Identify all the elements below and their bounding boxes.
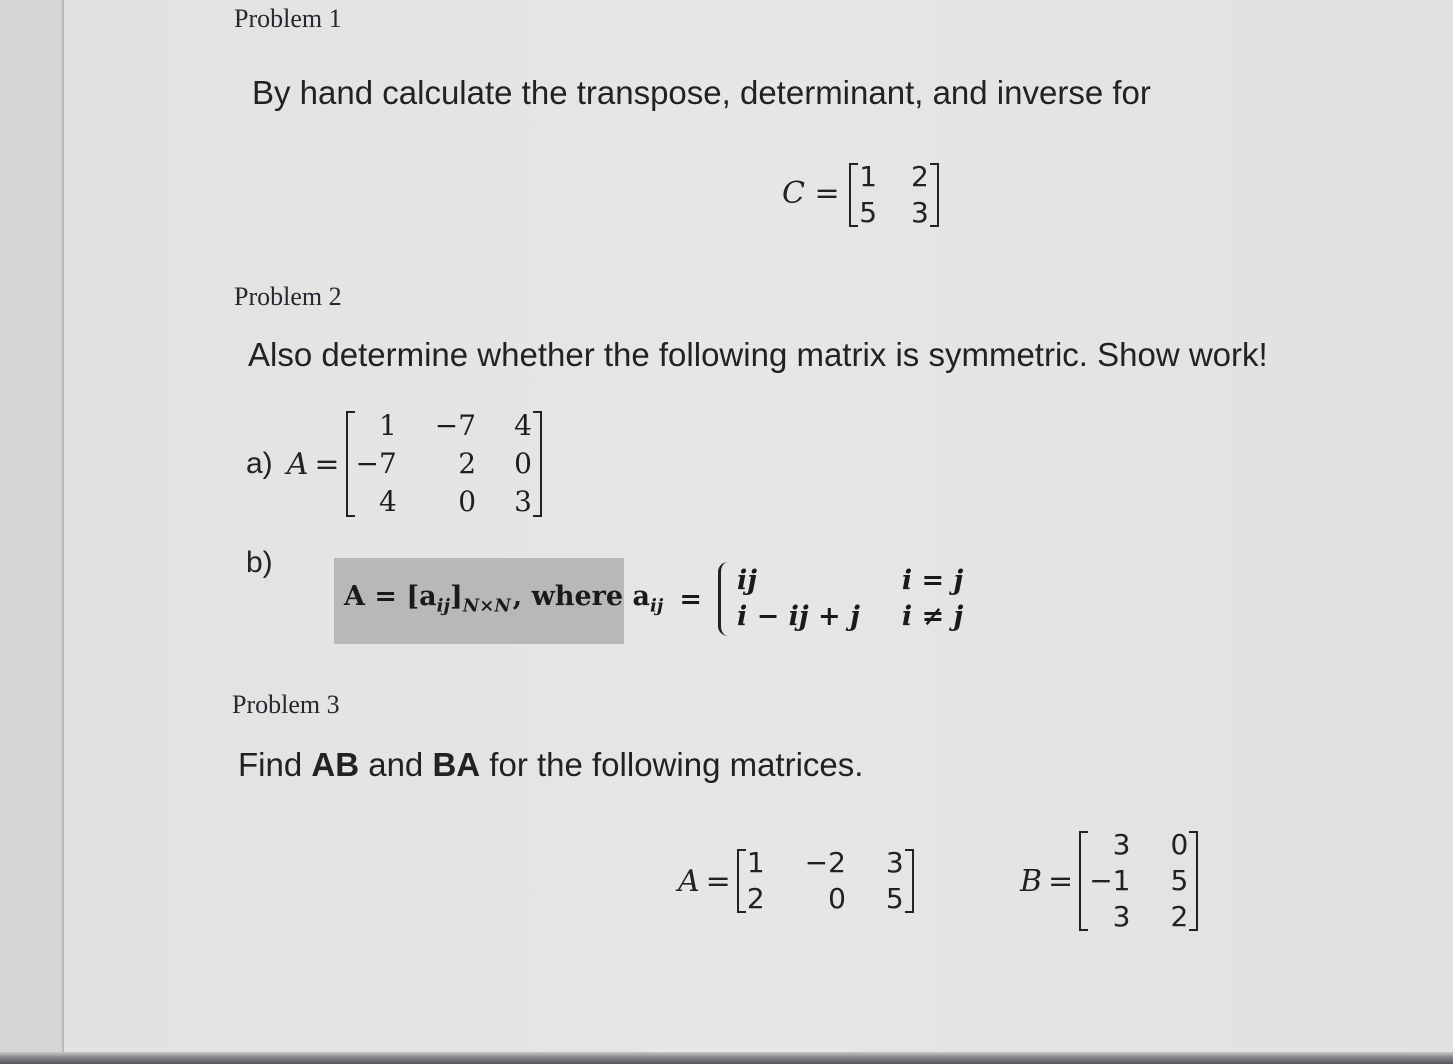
product-ab: AB [311, 746, 360, 783]
case-condition: i = j [901, 565, 964, 596]
left-margin-strip [0, 0, 64, 1052]
matrix-cell: 3 [1112, 828, 1131, 861]
matrix-cell: −7 [434, 409, 477, 442]
left-brace-icon [718, 562, 731, 636]
matrix-b-label: B [1020, 863, 1043, 899]
matrix-c-equation [782, 160, 939, 230]
definition-lhs: $A = [a_{ij}]_{N\times N}$ [344, 581, 511, 617]
case-expr: ij [736, 565, 757, 596]
matrix-cell: 2 [911, 160, 929, 193]
case-expr: i − ij + j [736, 601, 860, 632]
matrix-cell: 0 [828, 882, 846, 915]
matrix-cell: 1 [746, 846, 765, 879]
problem-2-heading: Problem 2 [234, 282, 342, 311]
piecewise-definition [344, 562, 963, 636]
matrix-cell: 2 [458, 447, 477, 480]
problem-1-heading: Problem 1 [234, 4, 342, 33]
matrix-a-equation [678, 846, 914, 916]
matrix-cell: 5 [1170, 864, 1189, 897]
equals-sign: = [314, 446, 340, 482]
matrix-cell: 1 [378, 409, 397, 442]
matrix-cell: 3 [885, 846, 904, 879]
matrix-cell: 0 [1170, 828, 1189, 861]
part-a-label: a) [246, 447, 273, 480]
matrix-cell: 3 [1112, 900, 1131, 933]
matrix-cell: 4 [514, 409, 532, 442]
matrix-a-label: A [678, 863, 700, 899]
matrix-cell: 5 [885, 882, 904, 915]
part-b-label: b) [246, 546, 273, 579]
matrix-cell: 4 [378, 485, 397, 518]
problem-2-instruction: Also determine whether the following matrix is symmetric. Show work! [248, 336, 1268, 373]
equals-sign: = [814, 176, 840, 211]
matrix-cell: 0 [458, 485, 477, 518]
matrix-b-3x2 [1079, 828, 1198, 934]
matrix-cell: 5 [859, 196, 878, 229]
case-condition: i ≠ j [901, 601, 964, 632]
matrix-cell: 0 [514, 447, 532, 480]
matrix-cell: −7 [355, 447, 397, 480]
matrix-c [849, 160, 939, 230]
matrix-cell: 2 [746, 882, 765, 915]
matrix-b-equation [1020, 828, 1198, 934]
matrix-cell: −2 [804, 846, 846, 879]
matrix-a-symmetric [346, 408, 542, 520]
equals-sign: = [705, 863, 731, 899]
matrix-a-label: A [286, 446, 309, 482]
problem-2a [246, 408, 542, 520]
problem-1-instruction: By hand calculate the transpose, determinant, and inverse for [252, 74, 1151, 111]
matrix-cell: 1 [859, 160, 878, 193]
matrix-cell: 3 [911, 196, 929, 229]
screen-bottom-edge [0, 1052, 1453, 1064]
matrix-cell: 2 [1170, 900, 1189, 933]
equals-sign: = [679, 583, 702, 615]
problem-3-instruction: Find AB and BA for the following matrices. [238, 746, 864, 783]
where-clause: , where $a_{ij}$ [512, 581, 664, 617]
matrix-a-2x3 [737, 846, 914, 916]
problem-3-heading: Problem 3 [232, 690, 340, 719]
matrix-c-label: C [782, 176, 805, 211]
matrix-cell: −1 [1089, 864, 1131, 897]
equals-sign: = [1048, 863, 1074, 899]
piecewise-cases [737, 563, 963, 635]
matrix-cell: 3 [514, 485, 532, 518]
product-ba: BA [432, 746, 481, 783]
